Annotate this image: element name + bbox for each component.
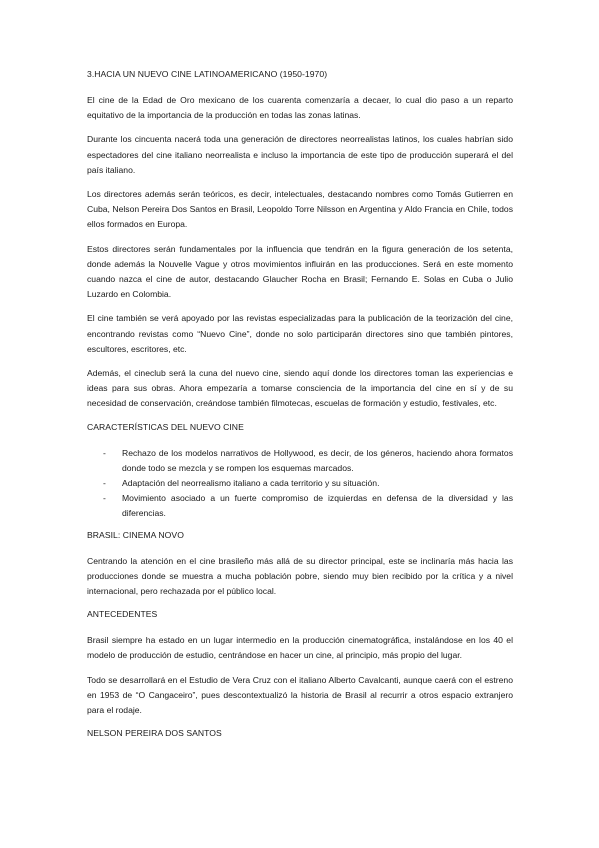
paragraph: Durante los cincuenta nacerá toda una generación de directores neorrealistas latinos, los cuales habrían sido espectadores del cine italiano neorrealista e incluso la importancia de este tipo de producción superará el del país italiano. [87,134,513,175]
paragraph: Estos directores serán fundamentales por la influencia que tendrán en la figura generación de los setenta, donde además la Nouvelle Vague y otros movimientos influirán en las producciones. Será en este momento cuando nazca el cine de autor, destacando Glaucher Rocha en Brasil; Fernando E. Solas en Cuba o Julio Luzardo en Colombia. [87,243,513,300]
list-item-text: Movimiento asociado a un fuerte compromiso de izquierdas en defensa de la diversidad y las diferencias. [122,493,513,519]
dash-bullet: - [103,478,106,489]
list-item [87,476,513,491]
section-heading-antecedentes: ANTECEDENTES [87,609,158,620]
list-item [87,446,513,476]
list-item-text: Adaptación del neorrealismo italiano a cada territorio y su situación. [122,478,380,489]
characteristics-list [87,446,513,522]
paragraph: Los directores además serán teóricos, es decir, intelectuales, destacando nombres como Tomás Gutierren en Cuba, Nelson Pereira Dos Santos en Brasil, Leopoldo Torre Nilsson en Argentina y Aldo Francia en Chile, todos ellos formados en Europa. [87,189,513,230]
list-item-text: Rechazo de los modelos narrativos de Hollywood, es decir, de los géneros, haciendo ahora formatos donde todo se mezcla y se rompen los esquemas marcados. [122,447,513,473]
paragraph: Brasil siempre ha estado en un lugar intermedio en la producción cinematográfica, instalándose en los 40 el modelo de producción de estudio, centrándose en hacer un cine, al principio, más propio del lugar. [87,635,513,661]
paragraph: Además, el cineclub será la cuna del nuevo cine, siendo aquí donde los directores toman las experiencias e ideas para sus obras. Ahora empezaría a tomarse consciencia de la importancia del cine en sí y de su necesidad de conservación, creándose también filmotecas, escuelas de formación y estudio, festivales, etc. [87,368,513,409]
paragraph: Centrando la atención en el cine brasileño más allá de su director principal, este se inclinaría más hacia las producciones donde se muestra a mucha población pobre, siendo muy bien recibido por la crítica y a nivel internacional, pero rechazada por el público local. [87,555,513,597]
paragraph: El cine de la Edad de Oro mexicano de los cuarenta comenzaría a decaer, lo cual dio paso a un reparto equitativo de la importancia de la producción en todas las zonas latinas. [87,95,513,121]
list-item [87,491,513,521]
paragraph: Todo se desarrollará en el Estudio de Vera Cruz con el italiano Alberto Cavalcanti, aunque caerá con el estreno en 1953 de “O Cangaceiro”, pues descontextualizó la historia de Brasil al recurrir a otros espacio extranjero para el rodaje. [87,674,513,716]
paragraph: El cine también se verá apoyado por las revistas especializadas para la publicación de la teorización del cine, encontrando revistas como “Nuevo Cine”, donde no solo participarán directores sino que también pintores, escultores, escritores, etc. [87,313,513,354]
dash-bullet: - [103,493,106,504]
section-heading-cinema-novo: BRASIL: CINEMA NOVO [87,529,184,540]
section-heading-nelson-pereira: NELSON PEREIRA DOS SANTOS [87,728,222,739]
section-heading-caracteristicas: CARACTERÍSTICAS DEL NUEVO CINE [87,421,244,432]
section-heading-hacia-nuevo-cine: 3.HACIA UN NUEVO CINE LATINOAMERICANO (1950-1970) [87,69,328,79]
dash-bullet: - [103,447,106,458]
